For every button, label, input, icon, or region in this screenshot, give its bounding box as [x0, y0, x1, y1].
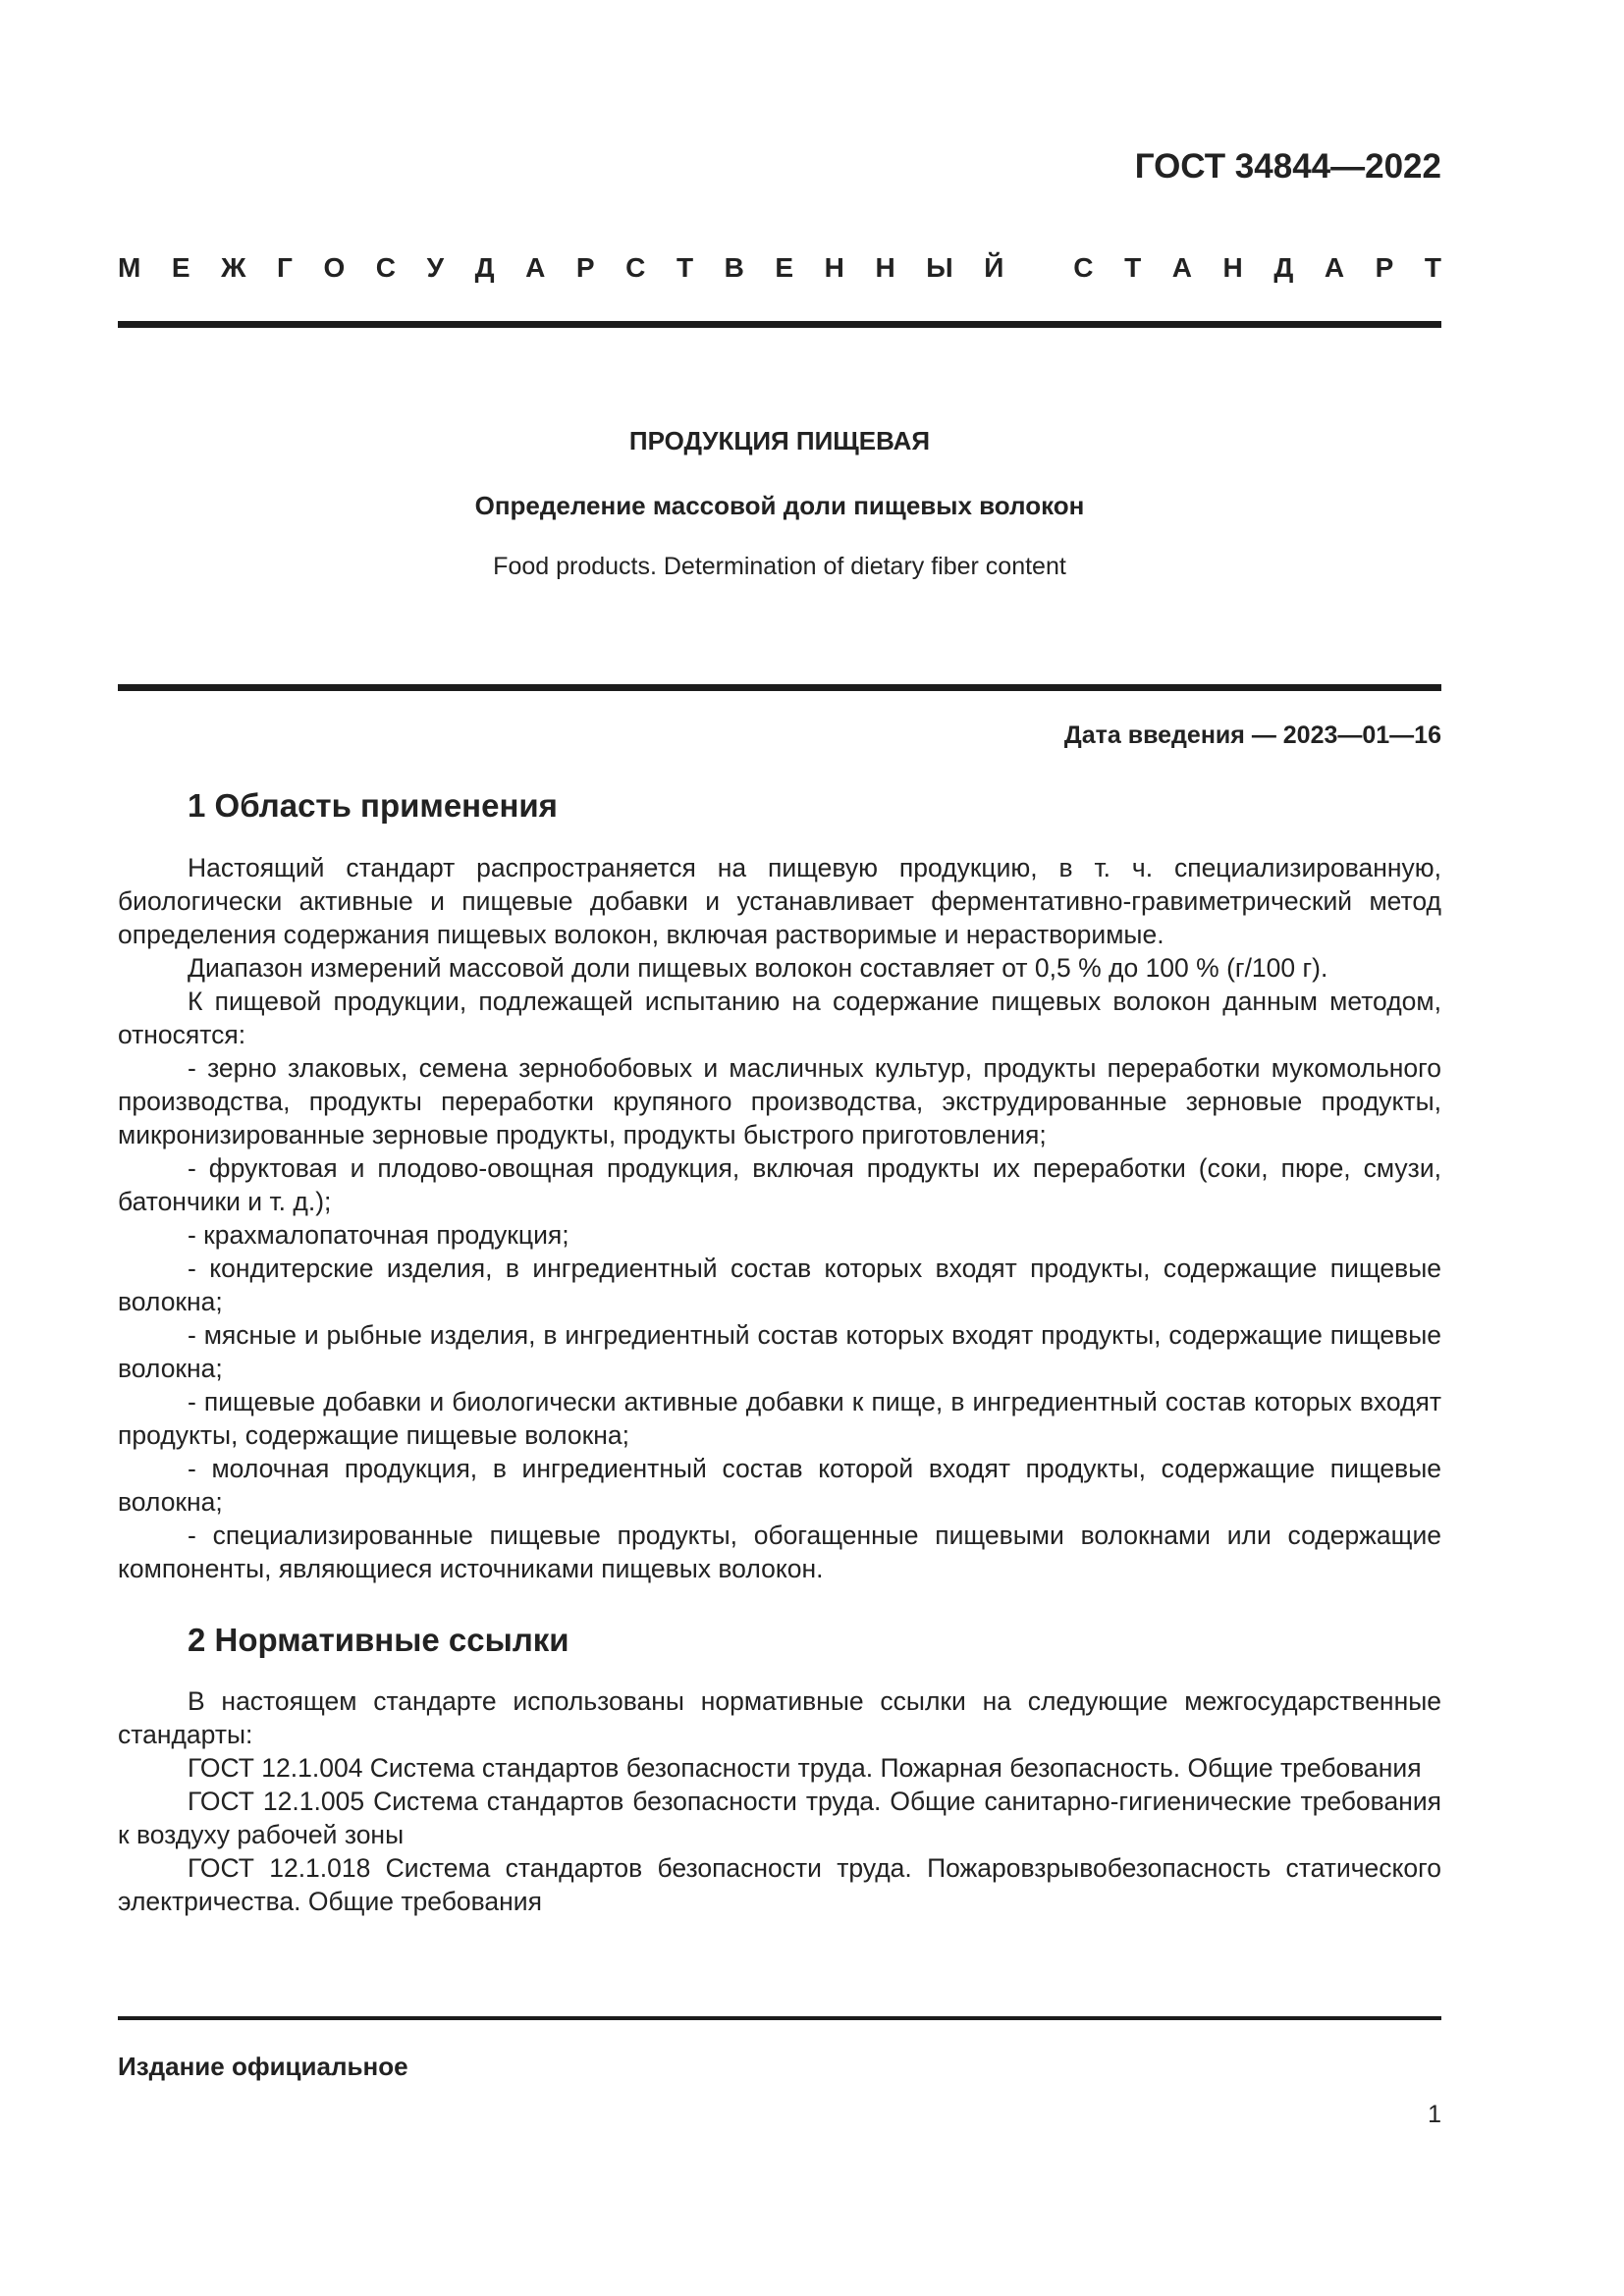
document-number: ГОСТ 34844—2022	[1134, 147, 1441, 186]
standard-type-letter: В	[724, 252, 744, 283]
paragraph: В настоящем стандарте использованы нормативные ссылки на следующие межгосударственные стандарты:	[118, 1686, 1441, 1749]
standard-type-letter: Й	[984, 252, 1004, 283]
footer-divider	[118, 2016, 1441, 2020]
standard-type-letter: Н	[1222, 252, 1243, 283]
standard-type-letter: Е	[775, 252, 794, 283]
list-item: - мясные и рыбные изделия, в ингредиентный состав которых входят продукты, содержащие пищевые волокна;	[118, 1320, 1441, 1383]
paragraph: К пищевой продукции, подлежащей испытанию на содержание пищевых волокон данным методом, относятся:	[118, 987, 1441, 1049]
standard-type-letter: С	[625, 252, 646, 283]
title-divider	[118, 684, 1441, 691]
header-divider	[118, 321, 1441, 328]
standard-type-letter: Т	[676, 252, 694, 283]
standard-type-letter: Н	[875, 252, 895, 283]
list-item: - молочная продукция, в ингредиентный состав которой входят продукты, содержащие пищевые волокна;	[118, 1454, 1441, 1517]
standard-type-space	[1035, 252, 1043, 284]
standard-type-letter: А	[1324, 252, 1345, 283]
standard-type-letter: Д	[474, 252, 495, 283]
section-2-heading: 2 Нормативные ссылки	[188, 1622, 569, 1658]
standard-type-letter: Е	[171, 252, 190, 283]
list-item: - кондитерские изделия, в ингредиентный состав которых входят продукты, содержащие пищевые волокна;	[118, 1254, 1441, 1316]
standard-type-heading	[118, 252, 1441, 284]
standard-type-letter: Ж	[221, 252, 246, 283]
document-subtitle: Определение массовой доли пищевых волокон	[474, 491, 1085, 520]
list-item: - крахмалопаточная продукция;	[188, 1220, 569, 1250]
section-1-heading: 1 Область применения	[188, 787, 558, 824]
standard-type-letter: М	[118, 252, 141, 283]
standard-type-letter: С	[375, 252, 397, 283]
standard-type-letter: Р	[575, 252, 595, 283]
section-1-body	[118, 851, 1441, 1585]
list-item: - зерно злаковых, семена зернобобовых и масличных культур, продукты переработки мукомольного производства, продукты переработки крупяного производства, экструдированные зерновые продукты, микронизированные зерновые продукты, продукты быстрого приготовления;	[118, 1053, 1441, 1149]
standard-type-letter: Т	[1124, 252, 1142, 283]
official-edition-label: Издание официальное	[118, 2052, 408, 2081]
paragraph: Диапазон измерений массовой доли пищевых волокон составляет от 0,5 % до 100 % (г/100 г).	[188, 953, 1328, 983]
document-title: ПРОДУКЦИЯ ПИЩЕВАЯ	[628, 426, 931, 455]
standard-type-letter: О	[323, 252, 346, 283]
standard-type-letter: А	[1171, 252, 1192, 283]
list-item: - фруктовая и плодово-овощная продукция, включая продукты их переработки (соки, пюре, смузи, батончики и т. д.);	[118, 1153, 1441, 1216]
reference-item: ГОСТ 12.1.005 Система стандартов безопасности труда. Общие санитарно-гигиенические требования к воздуху рабочей зоны	[118, 1787, 1441, 1849]
standard-type-letter: Ы	[926, 252, 953, 283]
standard-type-letter: Т	[1424, 252, 1441, 283]
standard-type-letter: С	[1073, 252, 1094, 283]
reference-item: ГОСТ 12.1.004 Система стандартов безопасности труда. Пожарная безопасность. Общие требования	[188, 1753, 1422, 1783]
section-2-body	[118, 1684, 1441, 1918]
standard-type-letter: Г	[277, 252, 293, 283]
paragraph: Настоящий стандарт распространяется на пищевую продукцию, в т. ч. специализированную, биологически активные и пищевые добавки и устанавливает ферментативно-гравиметрический метод определения содержания пищевых волокон, включая растворимые и нерастворимые.	[118, 853, 1441, 949]
document-title-english: Food products. Determination of dietary fiber content	[493, 553, 1066, 580]
page-number: 1	[1428, 2101, 1441, 2128]
introduction-date: Дата введения — 2023—01—16	[1063, 721, 1441, 749]
standard-type-letter: Р	[1375, 252, 1394, 283]
list-item: - пищевые добавки и биологически активные добавки к пище, в ингредиентный состав которых входят продукты, содержащие пищевые волокна;	[118, 1387, 1441, 1450]
standard-type-letter: У	[426, 252, 445, 283]
standard-type-letter: Д	[1273, 252, 1294, 283]
standard-type-letter: Н	[824, 252, 844, 283]
list-item: - специализированные пищевые продукты, обогащенные пищевыми волокнами или содержащие компоненты, являющиеся источниками пищевых волокон.	[118, 1521, 1441, 1583]
standard-type-letter: А	[525, 252, 546, 283]
reference-item: ГОСТ 12.1.018 Система стандартов безопасности труда. Пожаровзрывобезопасность статического электричества. Общие требования	[118, 1853, 1441, 1916]
